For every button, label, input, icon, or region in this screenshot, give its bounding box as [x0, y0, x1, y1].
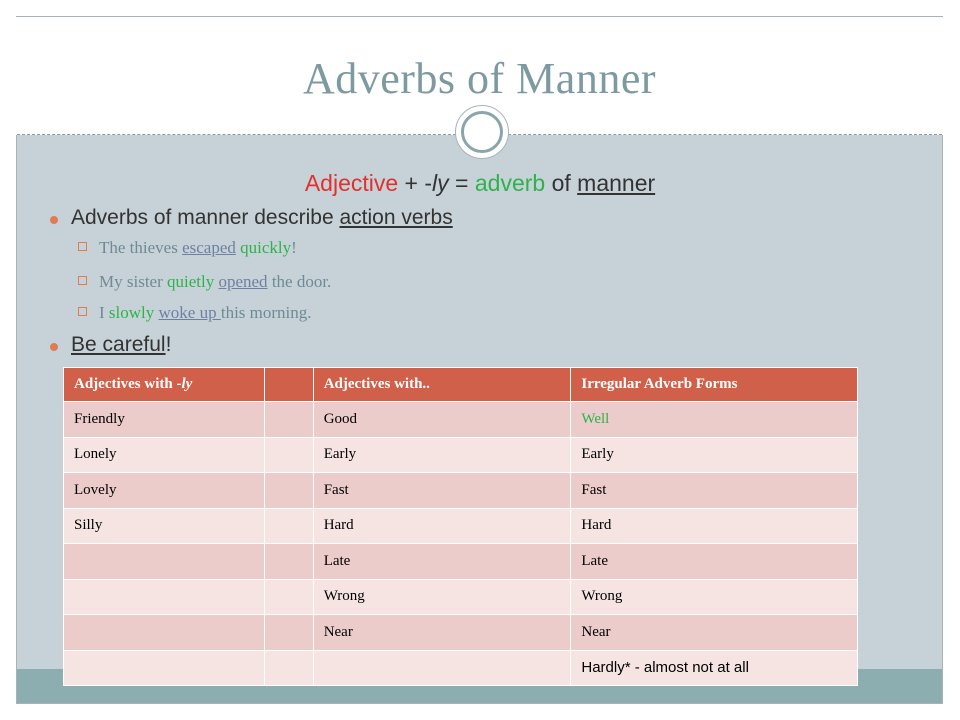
- table-cell: Wrong: [313, 579, 571, 615]
- table-cell: Lonely: [64, 437, 265, 473]
- table-cell: Early: [313, 437, 571, 473]
- bullet-text: Adverbs of manner describe: [71, 206, 340, 229]
- table-cell: [64, 579, 265, 615]
- table-cell: [264, 437, 313, 473]
- header-adjectives-with: Adjectives with..: [313, 368, 571, 402]
- bullet-square-icon: [78, 276, 87, 285]
- bullet-dot-icon: [50, 216, 58, 224]
- formula-manner: manner: [577, 170, 656, 196]
- example-end: !: [291, 238, 297, 257]
- table-cell: [64, 615, 265, 651]
- table-cell: [64, 650, 265, 686]
- formula-of: of: [545, 170, 578, 196]
- table-row: [64, 402, 858, 438]
- table-row: [64, 473, 858, 509]
- table-cell: Good: [313, 402, 571, 438]
- header-irregular-forms: Irregular Adverb Forms: [571, 368, 858, 402]
- example-end: the door.: [267, 272, 332, 291]
- table-cell: Fast: [571, 473, 858, 509]
- table-cell: [264, 579, 313, 615]
- slide-title: Adverbs of Manner: [302, 54, 657, 103]
- decorative-ring-icon: [461, 111, 503, 153]
- table-cell: Hardly* - almost not at all: [571, 650, 858, 686]
- example-text: The thieves: [99, 238, 183, 257]
- table-cell: [264, 402, 313, 438]
- table-cell: Fast: [313, 473, 571, 509]
- bullet-square-icon: [78, 307, 87, 316]
- table-cell: [264, 473, 313, 509]
- header-blank: [264, 368, 313, 402]
- table-cell: [313, 650, 571, 686]
- bullet-underlined: action verbs: [339, 206, 453, 229]
- adverb-forms-table: [63, 367, 858, 686]
- bullet-end: !: [165, 333, 172, 356]
- table-header-row: [64, 368, 858, 402]
- bullet-underlined: Be careful: [71, 333, 166, 356]
- table-cell: Near: [571, 615, 858, 651]
- table-row: [64, 579, 858, 615]
- formula-adverb: adverb: [474, 170, 546, 196]
- table-cell: Near: [313, 615, 571, 651]
- example-verb: woke up: [158, 303, 221, 322]
- table-cell: [264, 615, 313, 651]
- table-cell: Wrong: [571, 579, 858, 615]
- example-end: this morning.: [220, 303, 312, 322]
- formula-equals: =: [448, 170, 475, 196]
- table-cell: [264, 544, 313, 580]
- example-text: I: [99, 303, 109, 322]
- table-row: [64, 650, 858, 686]
- table-row: [64, 508, 858, 544]
- table-cell: Hard: [313, 508, 571, 544]
- table-cell: Lovely: [64, 473, 265, 509]
- formula-line: [0, 170, 960, 197]
- table-cell: Late: [571, 544, 858, 580]
- bullet-square-icon: [78, 242, 87, 251]
- table-cell: Well: [571, 402, 858, 438]
- example-adverb: quickly: [240, 238, 292, 257]
- table-cell: Friendly: [64, 402, 265, 438]
- table-cell: Late: [313, 544, 571, 580]
- example-adverb: quietly: [167, 272, 215, 291]
- table-cell: Hard: [571, 508, 858, 544]
- formula-ly: ly: [432, 170, 449, 196]
- table-row: [64, 437, 858, 473]
- example-verb: escaped: [182, 238, 236, 257]
- example-text: My sister: [99, 272, 167, 291]
- example-adverb: slowly: [108, 303, 155, 322]
- table-cell: [264, 650, 313, 686]
- table-cell: Silly: [64, 508, 265, 544]
- example-verb: opened: [218, 272, 268, 291]
- header-adjectives-ly: Adjectives with -ly: [64, 368, 265, 402]
- formula-plus: + -: [398, 170, 433, 196]
- table-row: [64, 544, 858, 580]
- table-cell: [264, 508, 313, 544]
- table-cell: [64, 544, 265, 580]
- table-row: [64, 615, 858, 651]
- bullet-dot-icon: [50, 343, 58, 351]
- formula-adjective: Adjective: [304, 170, 399, 196]
- table-cell: Early: [571, 437, 858, 473]
